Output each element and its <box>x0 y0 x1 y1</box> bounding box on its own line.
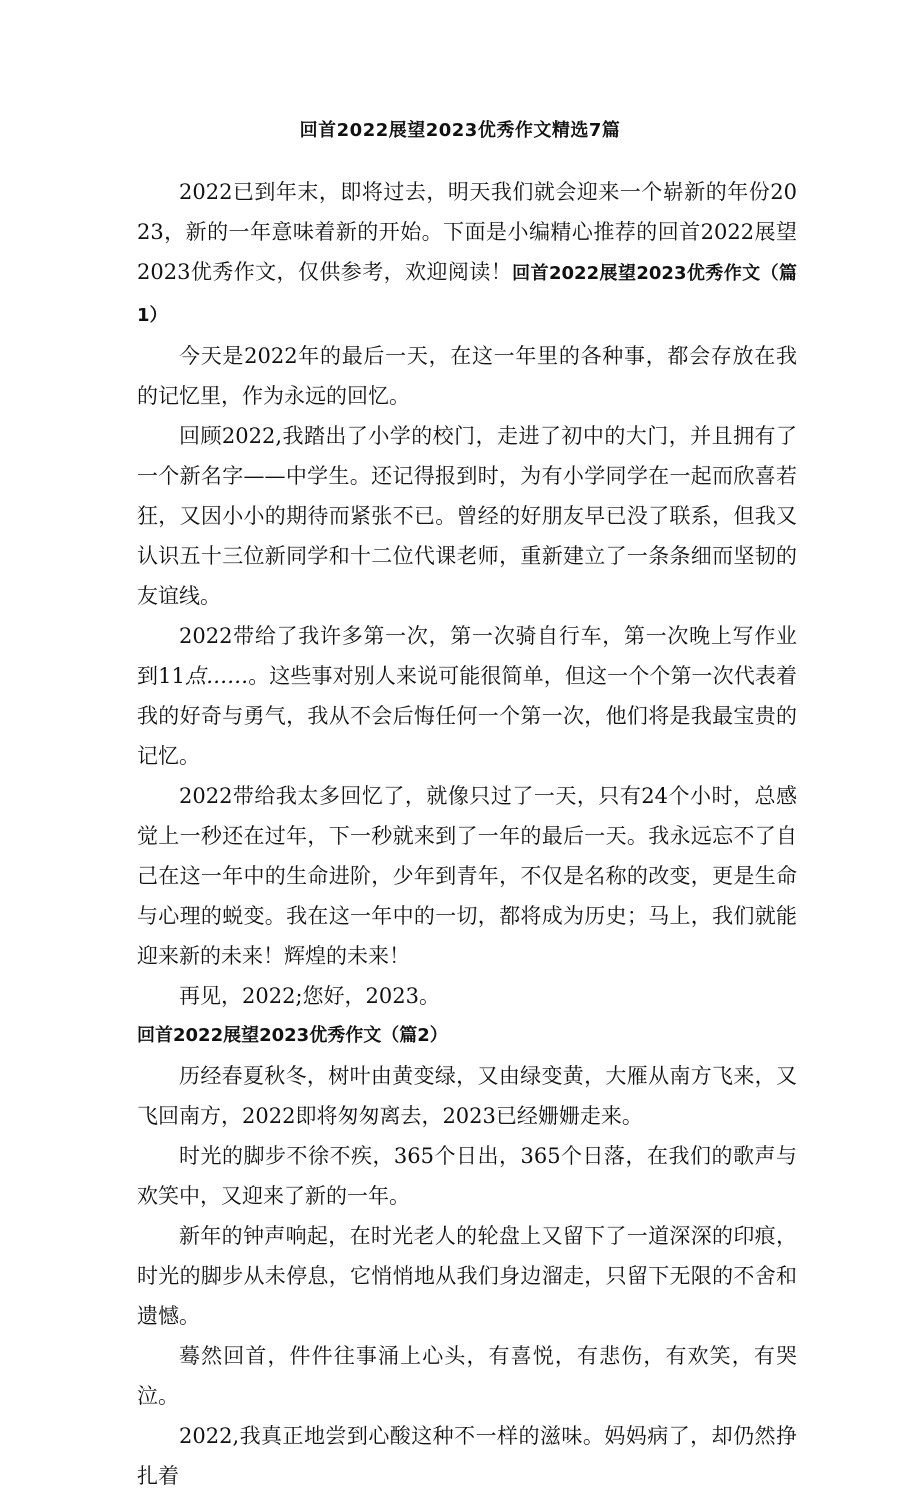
section-2-paragraph-2: 时光的脚步不徐不疾，365个日出，365个日落，在我们的歌声与欢笑中，又迎来了新的一年。 <box>137 1144 797 1208</box>
section-2-paragraph-4: 蓦然回首，件件往事涌上心头，有喜悦，有悲伤，有欢笑，有哭泣。 <box>137 1344 797 1408</box>
section-1-heading: 回首2022展望2023优秀作文（篇1） <box>137 263 797 326</box>
section-1-paragraph-5: 再见，2022;您好，2023。 <box>179 984 440 1008</box>
document-body <box>137 172 797 1496</box>
document-title: 回首2022展望2023优秀作文精选7篇 <box>299 120 621 141</box>
section-1-paragraph-3-part-c: 。这些事对别人来说可能很简单，但这一个个第一次代表着我的好奇与勇气，我从不会后悔任何一个第一次，他们将是我最宝贵的记忆。 <box>137 664 798 768</box>
intro-text: 2022已到年末，即将过去，明天我们就会迎来一个崭新的年份2023，新的一年意味着新的开始。下面是小编精心推荐的回首2022展望2023优秀作文，仅供参考，欢迎阅读！ <box>137 180 797 284</box>
section-1-paragraph-3 <box>137 616 797 776</box>
section-2-paragraph-3: 新年的钟声响起，在时光老人的轮盘上又留下了一道深深的印痕，时光的脚步从未停息，它悄悄地从我们身边溜走，只留下无限的不舍和遗憾。 <box>137 1224 797 1328</box>
section-1-paragraph-3-part-a: 2022带给了我许多第一次，第一次骑自行车，第一次晚上写作业到11 <box>137 624 797 688</box>
section-1-paragraph-4: 2022带给我太多回忆了，就像只过了一天，只有24个小时，总感觉上一秒还在过年，下一秒就来到了一年的最后一天。我永远忘不了自己在这一年中的生命进阶，少年到青年，不仅是名称的改变，更是生命与心理的蜕变。我在这一年中的一切，都将成为历史；马上，我们就能迎来新的未来！辉煌的未来！ <box>137 784 797 968</box>
intro-paragraph <box>137 172 797 336</box>
section-1-paragraph-1: 今天是2022年的最后一天，在这一年里的各种事，都会存放在我的记忆里，作为永远的回忆。 <box>137 344 797 408</box>
section-2-paragraph-5: 2022,我真正地尝到心酸这种不一样的滋味。妈妈病了，却仍然挣扎着 <box>137 1424 797 1488</box>
section-2-paragraph-1: 历经春夏秋冬，树叶由黄变绿，又由绿变黄，大雁从南方飞来，又飞回南方，2022即将匆匆离去，2023已经姗姗走来。 <box>137 1064 797 1128</box>
section-1-paragraph-2: 回顾2022,我踏出了小学的校门，走进了初中的大门，并且拥有了一个新名字——中学生。还记得报到时，为有小学同学在一起而欣喜若狂，又因小小的期待而紧张不已。曾经的好朋友早已没了联系，但我又认识五十三位新同学和十二位代课老师，重新建立了一条条细而坚韧的友谊线。 <box>137 424 797 608</box>
section-2-heading: 回首2022展望2023优秀作文（篇2） <box>137 1025 448 1046</box>
section-1-paragraph-3-part-b: 点…… <box>184 664 249 688</box>
